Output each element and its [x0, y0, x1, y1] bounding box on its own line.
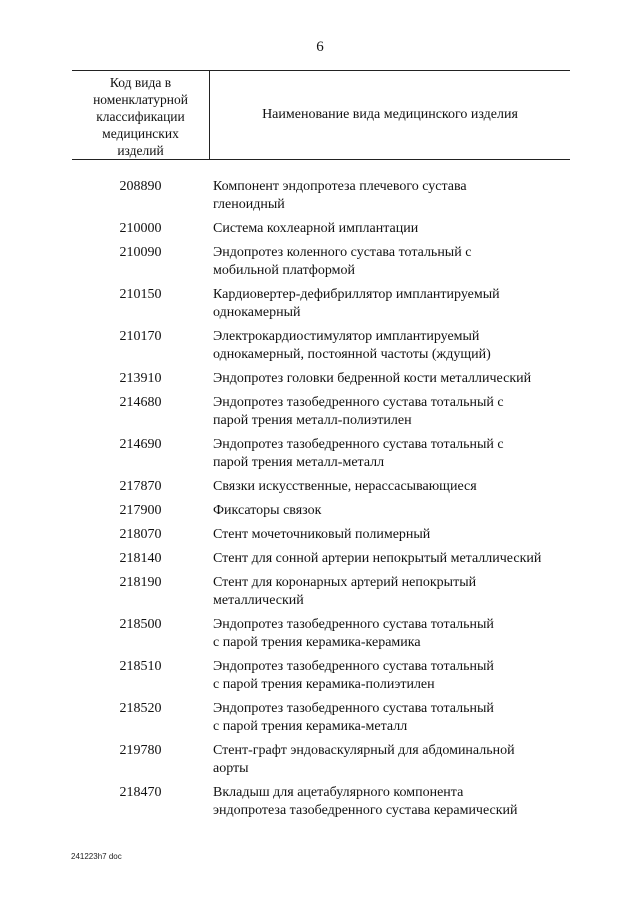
device-code-cell: 217900 — [119, 503, 162, 518]
device-name-cell: Эндопротез коленного сустава тотальный с мобильной платформой — [213, 245, 472, 278]
device-name-cell: Эндопротез тазобедренного сустава тотальный с парой трения металл-металл — [213, 437, 504, 470]
device-name-cell: Стент мочеточниковый полимерный — [213, 527, 431, 542]
device-code-cell: 217870 — [119, 479, 162, 494]
device-code-cell: 210170 — [119, 329, 162, 344]
device-name-cell: Система кохлеарной имплантации — [213, 221, 419, 236]
device-name-cell: Эндопротез тазобедренного сустава тотальный с парой трения керамика-керамика — [213, 617, 494, 650]
device-name-cell: Стент для коронарных артерий непокрытый металлический — [213, 575, 477, 608]
device-code-cell: 218470 — [119, 785, 162, 800]
table-row — [72, 220, 570, 238]
table-row — [72, 436, 570, 472]
code-column-header: Код вида в номенклатурной классификации медицинских изделий — [93, 75, 188, 158]
device-code-cell: 214680 — [119, 395, 162, 410]
table-row — [72, 550, 570, 568]
page-number: 6 — [316, 39, 324, 55]
device-name-cell: Электрокардиостимулятор имплантируемый однокамерный, постоянной частоты (ждущий) — [213, 329, 491, 362]
table-row — [72, 658, 570, 694]
device-code-cell: 213910 — [119, 371, 162, 386]
device-code-cell: 214690 — [119, 437, 162, 452]
table-row — [72, 178, 570, 214]
device-code-cell: 210000 — [119, 221, 162, 236]
table-row — [72, 526, 570, 544]
device-code-cell: 218510 — [119, 659, 162, 674]
table-row — [72, 244, 570, 280]
device-name-cell: Фиксаторы связок — [213, 503, 322, 518]
device-code-cell: 210150 — [119, 287, 162, 302]
device-code-cell: 210090 — [119, 245, 162, 260]
table-row — [72, 784, 570, 820]
device-name-cell: Связки искусственные, нерассасывающиеся — [213, 479, 477, 494]
table-row — [72, 700, 570, 736]
document-footer-id: 241223h7 doc — [71, 852, 122, 861]
table-row — [72, 286, 570, 322]
device-name-cell: Эндопротез тазобедренного сустава тотальный с парой трения керамика-полиэтилен — [213, 659, 494, 692]
table-header — [72, 70, 570, 160]
table-row — [72, 742, 570, 778]
device-code-cell: 219780 — [119, 743, 162, 758]
device-name-cell: Эндопротез тазобедренного сустава тотальный с парой трения металл-полиэтилен — [213, 395, 504, 428]
table-row — [72, 478, 570, 496]
device-name-cell: Вкладыш для ацетабулярного компонента эндопротеза тазобедренного сустава керамический — [213, 785, 518, 818]
device-name-cell: Стент для сонной артерии непокрытый металлический — [213, 551, 542, 566]
table-body — [72, 178, 570, 826]
device-name-cell: Эндопротез тазобедренного сустава тотальный с парой трения керамика-металл — [213, 701, 494, 734]
device-code-cell: 218140 — [119, 551, 162, 566]
device-code-cell: 218520 — [119, 701, 162, 716]
name-column-header: Наименование вида медицинского изделия — [262, 107, 518, 122]
table-row — [72, 328, 570, 364]
table-row — [72, 370, 570, 388]
device-name-cell: Кардиовертер-дефибриллятор имплантируемый однокамерный — [213, 287, 500, 320]
table-row — [72, 502, 570, 520]
device-code-cell: 218070 — [119, 527, 162, 542]
device-code-cell: 208890 — [119, 179, 162, 194]
device-code-cell: 218500 — [119, 617, 162, 632]
device-name-cell: Стент-графт эндоваскулярный для абдоминальной аорты — [213, 743, 515, 776]
table-row — [72, 574, 570, 610]
device-name-cell: Эндопротез головки бедренной кости металлический — [213, 371, 532, 386]
table-row — [72, 616, 570, 652]
table-row — [72, 394, 570, 430]
device-name-cell: Компонент эндопротеза плечевого сустава гленоидный — [213, 179, 467, 212]
device-code-cell: 218190 — [119, 575, 162, 590]
